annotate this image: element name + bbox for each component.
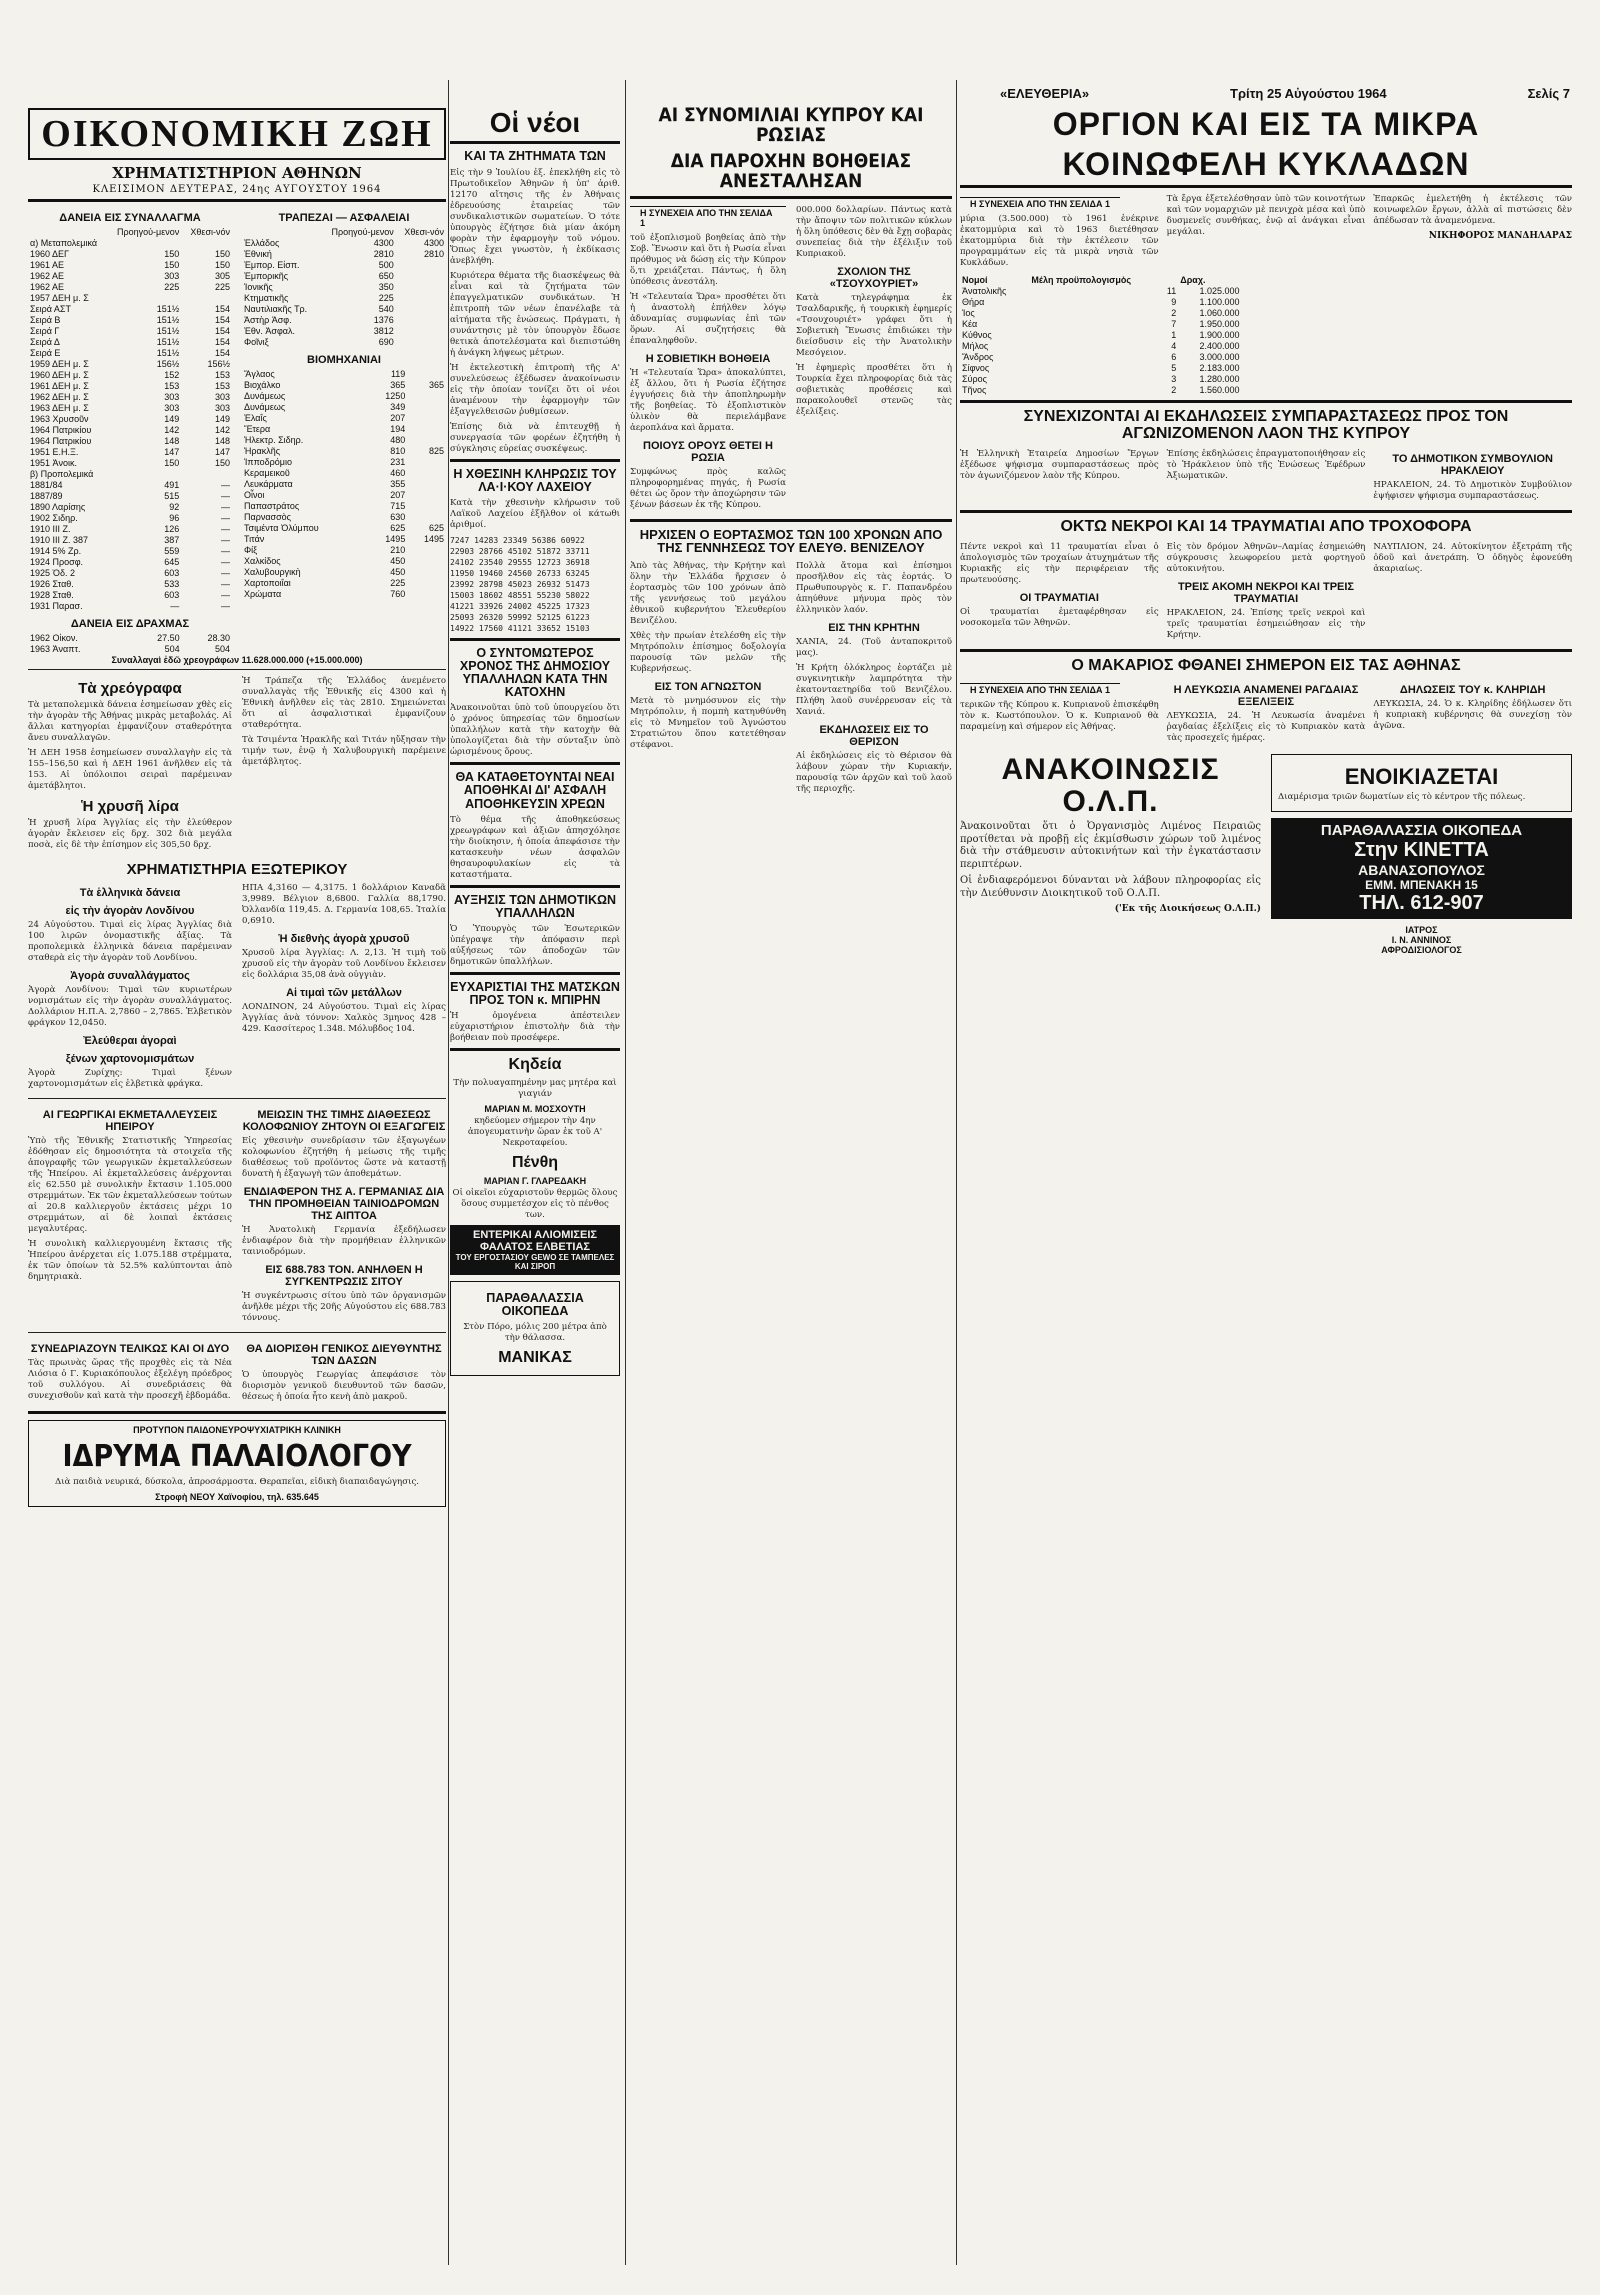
body-text: Τὰ Τσιμέντα Ἠρακλῆς καὶ Τιτάν ηὔξησαν τὴν τιμήν των, ἐνῷ ἡ Χαλυβουργικὴ παρέμεινε ἀμετάβλητος. (242, 735, 446, 767)
body-text: Αἱ ἐκδηλώσεις εἰς τὸ Θέρισον θὰ λάβουν χώραν τὴν Κυριακήν, παρουσίᾳ τῶν ἀρχῶν καὶ τοῦ λαοῦ τῆς περιοχῆς. (796, 751, 952, 795)
plots-ad-name: ΜΑΝΙΚΑΣ (498, 1348, 572, 1366)
cyclades-row: Σύρος 3 1.280.000 (962, 374, 1240, 385)
bank-row: Κτηματικῆς 225 (244, 293, 394, 303)
body-text: Κατὰ τὴν χθεσινὴν κλήρωσιν τοῦ Λαϊκοῦ Λαχείου ἐξῆλθον οἱ κάτωθι ἀριθμοί. (450, 497, 620, 530)
loan-row: 1951 Ε.Η.Ξ. 147 147 (30, 447, 230, 457)
plots-ad-title: ΠΑΡΑΘΑΛΑΣΣΙΑ ΟΙΚΟΠΕΔΑ (486, 1290, 584, 1318)
loan-row: Σειρά Δ 151½ 154 (30, 337, 230, 347)
body-text: Ἐπίσης ἐκδηλώσεις ἐπραγματοποιήθησαν εἰς τὸ Ἡράκλειον ὑπὸ τῆς Ἑνώσεως Ἐφέδρων Ἀξιωματικῶν. (1166, 448, 1366, 481)
crete-dateline: ΧΑΝΙΑ, 24. (Τοῦ ἀνταποκριτοῦ μας). (796, 637, 952, 659)
loan-row: Σειρά Β 151½ 154 (30, 315, 230, 325)
drachma-header: ΔΑΝΕΙΑ ΕΙΣ ΔΡΑΧΜΑΣ (70, 618, 190, 630)
cyclades-row: Ἀνατολικῆς 11 1.025.000 (962, 286, 1240, 297)
industry-row: Ἔτερα 194 (244, 424, 406, 434)
wounded-section: ΟΙ ΤΡΑΥΜΑΤΙΑΙ (1019, 591, 1099, 604)
seaside-sub: ΕΜΜ. ΜΠΕΝΑΚΗ 15 (1365, 878, 1478, 893)
statements-section: ΔΗΛΩΣΕΙΣ ΤΟΥ κ. ΚΛΗΡΙΔΗ (1399, 684, 1546, 697)
youth-subtitle: ΚΑΙ ΤΑ ΖΗΤΗΜΑΤΑ ΤΩΝ (464, 149, 606, 164)
bank-row: Ἐμπορικῆς 650 (244, 271, 394, 281)
body-text: Ἡ Τράπεζα τῆς Ἑλλάδος ἀνεμένετο συναλλαγὰς τῆς Ἐθνικῆς εἰς 4300 καὶ ἡ Ἐθνικὴ ἀνῆλθεν εἰς τὰς 2810. Σημειώνεται ὅτι αἱ ἀσφαλιστικαὶ ἐμφανίζουν σταθερότητα. (242, 676, 446, 730)
loan-row: 1957 ΔΕΗ μ. Σ (30, 293, 89, 303)
cyclades-row: Ἄνδρος 6 3.000.000 (962, 352, 1240, 363)
loan-row: 1964 Πατρικίου 142 142 (30, 425, 230, 435)
body-text: Τὰ ἔργα ἐξετελέσθησαν ὑπὸ τῶν κοινοτήτων καὶ τῶν νομαρχιῶν μὲ πενιχρὰ μέσα καὶ ὑπὸ δυσμενεῖς συνθήκας, ἐνῷ αἱ ἀνάγκαι εἶναι μεγάλαι. (1166, 194, 1366, 238)
olp-sign: ('Εκ τῆς Διοικήσεως Ο.Λ.Π.) (1114, 904, 1261, 915)
accident-title: ΟΚΤΩ ΝΕΚΡΟΙ ΚΑΙ 14 ΤΡΑΥΜΑΤΙΑΙ ΑΠΟ ΤΡΟΧΟΦΟΡΑ (1060, 517, 1472, 535)
drachma-table (28, 633, 232, 655)
industry-row: Χαλυβουργικὴ 450 (244, 567, 406, 577)
terms-section: ΠΟΙΟΥΣ ΟΡΟΥΣ ΘΕΤΕΙ Η ΡΩΣΙΑ (643, 439, 773, 464)
body-text: ΛΕΥΚΩΣΙΑ, 24. Ὁ κ. Κληρίδης ἐδήλωσεν ὅτι ἡ κυπριακὴ κυβέρνησις θὰ συνεχίσῃ τὸν ἀγῶνα. (1373, 699, 1572, 732)
banks-table: Προηγού-μενον Χθεσι-νόν Ἑλλάδος 4300 4300 Ἐθνική 2810 2810 Ἐμπορ. Εἰσπ. 500 Ἐμπορικῆς 650 Ἰονικῆς 350 Κτηματικῆς 225 Ναυτιλιακῆς Τρ. 540 Ἀστὴρ Ἀσφ. 1376 Ἐθν. Ἀσφαλ. 3812 Φοῖνιξ 690 (244, 227, 444, 347)
body-text: Τὰ μεταπολεμικὰ δάνεια ἐσημείωσαν χθὲς εἰς τὴν ἀγορὰν τῆς Ἀθήνας μικρὰς μεταβολάς. Αἱ ἄλλαι κατηγορίαι ἐμφανίζουν σταθερότητα ἄνευ συναλλαγῶν. (28, 700, 232, 743)
teachers-title: ΑΥΞΗΣΙΣ ΤΩΝ ΔΗΜΟΤΙΚΩΝ ΥΠΑΛΛΗΛΩΝ (453, 892, 617, 920)
body-text: Διὰ παιδιὰ νευρικά, δύσκολα, ἀπροσάρμοστα. Θεραπεῖαι, εἰδικὴ διαπαιδαγώγησις. (55, 1476, 419, 1487)
industry-row: Τιτάν 1495 1495 (244, 534, 444, 544)
cyprus-support-title: ΣΥΝΕΧΙΖΟΝΤΑΙ ΑΙ ΕΚΔΗΛΩΣΕΙΣ ΣΥΜΠΑΡΑΣΤΑΣΕΩΣ ΠΡΟΣ ΤΟΝ ΑΓΩΝΙΖΟΜΕΝΟΝ ΛΑΟΝ ΤΗΣ ΚΥΠΡΟΥ (1023, 408, 1509, 442)
industry-row: Ἄγλαος 119 (244, 369, 406, 379)
loan-row: 1881/84 491 — (30, 480, 230, 490)
gold-title: Ἡ χρυσῆ λίρα (81, 798, 179, 815)
thanks-title: ΕΥΧΑΡΙΣΤΙΑΙ ΤΗΣ ΜΑΤΣΚΩΝ ΠΡΟΣ ΤΟΝ κ. ΜΠΙΡΗΝ (450, 979, 620, 1008)
body-text: τοῦ ἐξοπλισμοῦ βοηθείας ἀπὸ τὴν Σοβ. Ἕνωσιν καὶ ὅτι ἡ Ρωσία εἶναι πρόθυμος νὰ δώσῃ εἰς τὴν Κύπρον ὅ,τι χρειάζεται. Πάντως, ἡ ὅλη ὑπόθεσις ἀνεστάλη. (630, 232, 786, 287)
occupation-title: Ο ΣΥΝΤΟΜΩΤΕΡΟΣ ΧΡΟΝΟΣ ΤΗΣ ΔΗΜΟΣΙΟΥ ΥΠΑΛΛΗΛΩΝ ΚΑΤΑ ΤΗΝ ΚΑΤΟΧΗΝ (459, 645, 611, 700)
body-text: ΗΡΑΚΛΕΙΟΝ, 24. Ἐπίσης τρεῖς νεκροὶ καὶ τρεῖς τραυματίαι ἐσημειώθησαν εἰς τὴν Κρήτην. (1166, 607, 1366, 640)
loan-row: 1962 ΑΕ 225 225 (30, 282, 230, 292)
body-text: Εἰς τὴν 9 Ἰουλίου ἐξ. ἐπεκλήθη εἰς τὸ Πρωτοδικεῖον Ἀθηνῶν ἡ ὑπ' ἀριθ. 12170 αἴτησις τῆς ἐν Ἀθήναις ἑδρευούσης ἑταιρείας τῶν συνδικαλιστικῶν σωματείων. Ὁ τότε ὑπουργὸς ἐζήτησε διὰ μίαν ἀκόμη φορὰν τὴν ἐφαρμογὴν τοῦ νόμου. Ὅπως ἔχει γνωστὸν, ἡ ἐκδίκασις ἀνεβλήθη. (450, 167, 620, 266)
loan-row: 1890 Λαρίσης 92 — (30, 502, 230, 512)
loan-row: 1914 5% Ζρ. 559 — (30, 546, 230, 556)
cyclades-row: Ἰος 2 1.060.000 (962, 308, 1240, 319)
loan-row: 1924 Προσφ. 645 — (30, 557, 230, 567)
page-number: Σελίς 7 (1527, 86, 1570, 101)
unknown-section: ΕΙΣ ΤΟΝ ΑΓΝΩΣΤΟΝ (654, 681, 762, 694)
exchange-date: ΚΛΕΙΣΙΜΟΝ ΔΕΥΤΕΡΑΣ, 24ης ΑΥΓΟΥΣΤΟΥ 1964 (92, 184, 382, 195)
body-text: Ἀνακοινοῦται ὑπὸ τοῦ ὑπουργείου ὅτι ὁ χρόνος ὑπηρεσίας τῶν δημοσίων ὑπαλλήλων κατὰ τὴν κατοχὴν θὰ ὑπολογίζεται διὰ τὴν σύνταξιν ὑπὸ ὡρισμένους ὅρους. (450, 703, 620, 758)
loan-row: 1963 Ἀναπτ. 504 504 (30, 644, 230, 654)
bank-row: Ἀστὴρ Ἀσφ. 1376 (244, 315, 394, 325)
venizelos-title: ΗΡΧΙΣΕΝ Ο ΕΟΡΤΑΣΜΟΣ ΤΩΝ 100 ΧΡΟΝΩΝ ΑΠΟ ΤΗΣ ΓΕΝΝΗΣΕΩΣ ΤΟΥ ΕΛΕΥΘ. ΒΕΝΙΖΕΛΟΥ (639, 526, 943, 556)
body-text: Ἡ Ἀνατολικὴ Γερμανία ἐξεδήλωσεν ἐνδιαφέρον διὰ τὴν προμήθειαν ἑλληνικῶν ταινιοδρόμων. (242, 1225, 446, 1257)
economic-masthead: ΟΙΚΟΝΟΜΙΚΗ ΖΩΗ (28, 108, 446, 160)
body-text: Πολλὰ ἄτομα καὶ ἐπίσημοι προσῆλθον εἰς τὰς ἑορτάς. Ὁ Πρωθυπουργὸς κ. Γ. Παπανδρέου ἀπηύθυνε μήνυμα πρὸς τὸν ἑλληνικὸν λαόν. (796, 561, 952, 616)
bonds-title: Τὰ χρεόγραφα (78, 680, 182, 697)
school-section: ΤΟ ΔΗΜΟΤΙΚΟΝ ΣΥΜΒΟΥΛΙΟΝ ΗΡΑΚΛΕΙΟΥ (1392, 452, 1553, 477)
body-text: μύρια (3.500.000) τὸ 1961 ἐνέκρινε ἐκατομμύρια καὶ τὸ 1963 διετέθησαν ἐκατομμύρια διὰ τὴν ἐκτέλεσιν τῶν προγραμμάτων εἰς τὰ μικρὰ νησιὰ τῶν Κυκλάδων. (960, 214, 1159, 269)
loan-row: 1960 ΔΕΗ μ. Σ 152 153 (30, 370, 230, 380)
body-text: Τὰς πρωινὰς ὥρας τῆς προχθὲς εἰς τὰ Νέα Λιόσια ὁ Γ. Κυριακόπουλος ἐξελέγη πρόεδρος τοῦ συλλόγου. Αἱ συνεδριάσεις θὰ συνεχισθοῦν καὶ κατὰ τὴν προσεχῆ ἑβδομάδα. (28, 1358, 232, 1401)
body-text: Μετὰ τὸ μνημόσυνον εἰς τὴν Μητρόπολιν, ἡ πομπὴ κατηυθύνθη εἰς τὸ Μνημεῖον τοῦ Ἀγνώστου Στρατιώτου ὅπου κατετέθησαν στέφανοι. (630, 696, 786, 751)
industry-row: Δυνάμεως 349 (244, 402, 406, 412)
cyclades-row: Κέα 7 1.950.000 (962, 319, 1240, 330)
clinic-ad (28, 1420, 446, 1507)
body-text: Ἡ χρυσῆ λίρα Ἀγγλίας εἰς τὴν ἐλεύθερον ἀγορὰν ἔκλεισεν εἰς δρχ. 302 διὰ μεγάλα ποσὰ, εἰς δὲ τὴν ἐπίσημον εἰς 305,50 δρχ. (28, 818, 232, 850)
crete-section: ΕΙΣ ΤΗΝ ΚΡΗΤΗΝ (828, 622, 920, 635)
industry-row: Τσιμέντα Ὀλύμπου 625 625 (244, 523, 444, 533)
grain-title: ΕΙΣ 688.783 ΤΟΝ. ΑΝΗΛΘΕΝ Η ΣΥΓΚΕΝΤΡΩΣΙΣ ΣΙΤΟΥ (265, 1264, 423, 1288)
agri-title: ΑΙ ΓΕΩΡΓΙΚΑΙ ΕΚΜΕΤΑΛΛΕΥΣΕΙΣ ΗΠΕΙΡΟΥ (42, 1109, 218, 1133)
body-text: Ἡ «Τελευταία Ὥρα» ἀποκαλύπτει, ἐξ ἄλλου, ὅτι ἡ Ρωσία ἐζήτησε ἐγγυήσεις διὰ τὴν ἀποπληρωμὴν τῆς βοηθείας. Τὸ ἐξοπλιστικὸν ὑλικὸν θὰ περιελάμβανε ἀεροπλάνα καὶ ἄρματα. (630, 367, 786, 433)
body-text: Ἀγορὰ Λονδίνου: Τιμαὶ τῶν κυριωτέρων νομισμάτων εἰς τὴν ἀγορὰν συναλλάγματος. Δολλάριον Η.Π.Α. 2,7860 – 2,7865. Ἑλβετικὸν φράγκον 12,0450. (28, 985, 232, 1028)
body-text: Κυριότερα θέματα τῆς διασκέψεως θὰ εἶναι καὶ τὰ ζητήματα τῶν ἐπαγγελματικῶν συνδικάτων. Ἡ ἐπιτροπὴ τῶν νέων ἐπανέλαβε τὰ αἰτήματα τῆς ἑνώσεως. Πράγματι, ἡ συνάντησις μὲ τὸν ὑπουργὸν ἔδωσε θετικὰ ἀποτελέσματα καὶ διεπιστώθη ἡ ἀνάγκη λήψεως μέτρων. (450, 270, 620, 358)
body-text: Κατὰ τηλεγράφημα ἐκ Τσαλδαρικῆς, ἡ τουρκικὴ ἐφημερίς «Τσουχουριέτ» γράφει ὅτι ἡ Σοβιετικὴ Ἕνωσις ἐπιδιώκει τὴν διείσδυσιν εἰς τὴν Ἀνατολικὴν Μεσόγειον. (796, 292, 952, 358)
continued-note: Η ΣΥΝΕΧΕΙΑ ΑΠΟ ΤΗΝ ΣΕΛΙΔΑ 1 (630, 206, 786, 228)
soviet-section: Η ΣΟΒΙΕΤΙΚΗ ΒΟΗΘΕΙΑ (645, 352, 771, 365)
body-text: Πέντε νεκροὶ καὶ 11 τραυματίαι εἶναι ὁ ἀπολογισμὸς τῶν τροχαίων ἀτυχημάτων τῆς Κυριακῆς εἰς τὴν περιφέρειαν τῆς πρωτευούσης. (960, 541, 1159, 585)
germany-title: ΕΝΔΙΑΦΕΡΟΝ ΤΗΣ Α. ΓΕΡΜΑΝΙΑΣ ΔΙΑ ΤΗΝ ΠΡΟΜΗΘΕΙΑΝ ΤΑΙΝΙΟΔΡΟΜΩΝ ΤΗΣ ΑΙΠΤΟΑ (243, 1186, 445, 1222)
lottery-title: Η ΧΘΕΣΙΝΗ ΚΛΗΡΩΣΙΣ ΤΟΥ ΛΑ·Ι·ΚΟΥ ΛΑΧΕΙΟΥ (453, 466, 617, 494)
loan-row: 1961 ΑΕ 150 150 (30, 260, 230, 270)
cyclades-row: Τῆνος 2 1.560.000 (962, 385, 1240, 396)
doctor-name: Ι. Ν. ΑΝΝΙΝΟΣ (1391, 935, 1452, 946)
column-rule (625, 80, 626, 2265)
body-text: ΝΑΥΠΛΙΟΝ, 24. Αὐτοκίνητον ἐξετράπη τῆς ὁδοῦ καὶ ἀνετράπη. Ὁ ὁδηγὸς ἐφονεύθη ἀκαριαίως. (1373, 541, 1572, 574)
body-text: Χρυσοῦ λίρα Ἀγγλίας: Λ. 2,13. Ἡ τιμὴ τοῦ χρυσοῦ εἰς τὴν ἀγορὰν τοῦ Λονδίνου ἔκλεισεν εἰς δολλάρια 35,08 ἀνὰ οὐγγιὰν. (242, 948, 446, 980)
cyclades-column (960, 80, 1572, 2265)
industry-row: Χρώματα 760 (244, 589, 406, 599)
loan-row: 1928 Σταθ. 603 — (30, 590, 230, 600)
bank-row: Ἑλλάδος 4300 4300 (244, 238, 444, 248)
bank-row: Ἰονικῆς 350 (244, 282, 394, 292)
loan-row: 1931 Παρασ. — — (30, 601, 230, 611)
cyclades-headline: ΟΡΓΙΟΝ ΚΑΙ ΕΙΣ ΤΑ ΜΙΚΡΑ (1052, 106, 1480, 142)
bank-row: Ναυτιλιακῆς Τρ. 540 (244, 304, 394, 314)
plots-ad (450, 1281, 620, 1376)
seaside-name: ΑΒΑΝΑΣΟΠΟΥΛΟΣ (1358, 862, 1485, 879)
body-text: Ἡ συγκέντρωσις σίτου ὑπὸ τῶν ὀργανισμῶν ἀνῆλθε μέχρι τῆς 20ῆς Αὐγούστου εἰς 688.783 τόννους. (242, 1291, 446, 1323)
loans-header: ΔΑΝΕΙΑ ΕΙΣ ΣΥΝΑΛΛΑΓΜΑ (59, 212, 201, 224)
body-text: Στὸν Πόρο, μόλις 200 μέτρα ἀπὸ τὴν θάλασσα. (463, 1321, 607, 1343)
loan-row: 1959 ΔΕΗ μ. Σ 156½ 156½ (30, 359, 230, 369)
industry-row: Ἰπποδρόμιο 231 (244, 457, 406, 467)
industry-row: Βιοχάλκο 365 365 (244, 380, 444, 390)
metals-title: Αἱ τιμαὶ τῶν μετάλλων (286, 987, 402, 999)
body-text: Οἱ ἐνδιαφερόμενοι δύνανται νὰ λάβουν πληροφορίας εἰς τὴν Διεύθυνσιν Διοικητικοῦ τοῦ Ο.Λ.Π. (960, 875, 1261, 899)
bank-row: Ἐμπορ. Εἰσπ. 500 (244, 260, 394, 270)
body-text: ΗΡΑΚΛΕΙΟΝ, 24. Τὸ Δημοτικὸν Συμβούλιον ἐψήφισεν ψήφισμα συμπαραστάσεως. (1373, 479, 1572, 501)
body-text: Ἡ «Τελευταία Ὥρα» προσθέτει ὅτι ἡ ἀναστολὴ ἐπήλθεν λόγῳ ἀδυναμίας συμφωνίας ἐπὶ τῶν ὅρων. Αἱ συζητήσεις θὰ ἐπαναληφθοῦν. (630, 291, 786, 346)
cyprus-russia-headline: ΑΙ ΣΥΝΟΜΙΛΙΑΙ ΚΥΠΡΟΥ ΚΑΙ ΡΩΣΙΑΣ (658, 104, 924, 146)
body-text: Ὁ Ὑπουργὸς τῶν Ἐσωτερικῶν ὑπέγραψε τὴν ἀπόφασιν περὶ αὐξήσεως τῶν ἀποδοχῶν τῶν δημοτικῶν ὑπαλλήλων. (450, 923, 620, 967)
column-rule (956, 80, 957, 2265)
loan-row: 1910 ΙΙΙ Ζ. 126 — (30, 524, 230, 534)
issue-date: Τρίτη 25 Αὐγούστου 1964 (1230, 86, 1387, 101)
body-text: ΛΕΥΚΩΣΙΑ, 24. Ἡ Λευκωσία ἀναμένει ῥαγδαίας ἐξελίξεις εἰς τὸ Κυπριακὸν κατὰ τὰς προσεχεῖς ἡμέρας. (1166, 711, 1366, 744)
paper-name: «ΕΛΕΥΘΕΡΙΑ» (1000, 86, 1090, 101)
industry-row: Κεραμεικοῦ 460 (244, 468, 406, 478)
body-text: κηδεύομεν σήμερον τὴν 4ην ἀπογευματινὴν ὥραν ἐκ τοῦ Α' Νεκροταφείου. (467, 1115, 603, 1148)
body-text: Οἱ τραυματίαι ἐμεταφέρθησαν εἰς νοσοκομεῖα τῶν Ἀθηνῶν. (960, 606, 1159, 628)
bank-row: Φοῖνιξ 690 (244, 337, 394, 347)
loan-row: 1951 Ἀνοικ. 150 150 (30, 458, 230, 468)
body-text: τερικῶν τῆς Κύπρου κ. Κυπριανοῦ ἐπισκέφθη τὸν κ. Κωστόπουλον. Ὁ κ. Κυπριανοῦ θὰ παραμείνῃ καὶ σήμερον εἰς Ἀθήνας. (960, 700, 1159, 733)
cyclades-row: Κύθνος 1 1.900.000 (962, 330, 1240, 341)
loan-row: Σειρά ΑΣΤ 151½ 154 (30, 304, 230, 314)
body-text: Εἰς τὸν δρόμον Ἀθηνῶν–Λαμίας ἐσημειώθη σύγκρουσις λεωφορείου μετὰ φορτηγοῦ αὐτοκινήτου. (1166, 541, 1366, 574)
loan-row: 1962 Οἰκον. 27.50 28.30 (30, 633, 230, 643)
loans-table: Προηγού-μενον Χθεσι-νόν α) Μεταπολεμικά 1960 ΔΕΓ 150 150 1961 ΑΕ 150 150 1962 ΑΕ 303 305 1962 ΑΕ 225 225 1957 ΔΕΗ μ. Σ Σειρά ΑΣΤ 151½ 154 Σειρά Β 151½ 154 Σειρά Γ 151½ 154 Σειρά Δ 151½ 154 Σειρά Ε 151½ 154 1959 ΔΕΗ μ. Σ 156½ 156½ 1960 ΔΕΗ μ. Σ 152 153 1961 ΔΕΗ μ. Σ 153 153 1962 ΔΕΗ μ. Σ 303 303 1963 ΔΕΗ μ. Σ 303 303 1963 Χρυσοῦν 149 149 1964 Πατρικίου 142 142 1964 Πατρικίου 148 148 1951 Ε.Η.Ξ. 147 147 1951 Ἀνοικ. 150 150 β) Προπολεμικά 1881/84 491 — 1887/89 515 — 1890 Λαρίσης 92 — 1902 Σιδηρ. 96 — 1910 ΙΙΙ Ζ. 126 — 1910 ΙΙΙ Ζ. 387 387 — 1914 5% Ζρ. 559 — 1924 Προσφ. 645 — 1925 Ὁδ. 2 603 — 1926 Σταθ. 533 — 1928 Σταθ. 603 — 1931 Παρασ. — — (30, 227, 230, 611)
body-text: Οἱ οἰκεῖοι εὐχαριστοῦν θερμῶς ὅλους ὅσους συμμετέσχον εἰς τὸ πένθος των. (452, 1187, 618, 1220)
loan-row: 1962 ΔΕΗ μ. Σ 303 303 (30, 392, 230, 402)
cyclades-row: Θήρα 9 1.100.000 (962, 297, 1240, 308)
doctor-title: ΙΑΤΡΟΣ (1405, 925, 1438, 936)
body-text: Τὸ θέμα τῆς ἀποθηκεύσεως χρεωγράφων καὶ ἀξιῶν ἀπησχόλησε τὴν διοίκησιν, ἡ ὁποία ἀπεφάσισε τὴν κατασκευὴν νέων ἀσφαλῶν θησαυροφυλακίων εἰς τὰ καταστήματα. (450, 814, 620, 880)
bank-row: Ἐθνική 2810 2810 (244, 249, 444, 259)
gewo-ad-sub: ΤΟΥ ΕΡΓΟΣΤΑΣΙΟΥ GEWO ΣΕ ΤΑΜΠΕΛΕΣ ΚΑΙ ΣΙΡΟΠ (455, 1252, 615, 1271)
cotton-title: ΜΕΙΩΣΙΝ ΤΗΣ ΤΙΜΗΣ ΔΙΑΘΕΣΕΩΣ ΚΟΛΟΦΩΝΙΟΥ ΖΗΤΟΥΝ ΟΙ ΕΞΑΓΩΓΕΙΣ (242, 1109, 446, 1133)
body-text: Ὁ ὑπουργὸς Γεωργίας ἀπεφάσισε τὸν διορισμὸν γενικοῦ διευθυντοῦ τῶν δασῶν, θέσεως ἡ ὁποία ἦτο κενὴ ἀπὸ μακροῦ. (242, 1370, 446, 1402)
loan-row: Σειρά Ε 151½ 154 (30, 348, 230, 358)
body-text: Εἰς χθεσινὴν συνεδρίασιν τῶν ἐξαγωγέων κολοφωνίου ἐζητήθη ἡ μείωσις τῆς τιμῆς διαθέσεως τοῦ προϊόντος ὥστε νὰ καταστῇ δυνατὴ ἡ ἐξαγωγὴ τῶν ἀποθεμάτων. (242, 1136, 446, 1179)
deposition-section: ΕΚΔΗΛΩΣΕΙΣ ΕΙΣ ΤΟ ΘΕΡΙΣΟΝ (819, 724, 929, 749)
cyclades-row: Σίφνος 5 2.183.000 (962, 363, 1240, 374)
body-text: Ἡ Κρήτη ὁλόκληρος ἑορτάζει μὲ συγκινητικὴν λαμπρότητα τὴν ἐκατονταετηρίδα τοῦ Βενιζέλου. Πλήθη λαοῦ συνέρρευσαν εἰς τὰ Χανιά. (796, 663, 952, 718)
industry-row: Λευκάρματα 355 (244, 479, 406, 489)
loan-row: 1910 ΙΙΙ Ζ. 387 387 — (30, 535, 230, 545)
body-text: 24 Αὐγούστου. Τιμαὶ εἰς λίρας Ἀγγλίας διὰ 100 λιρῶν ὀνομαστικῆς ἀξίας. Τὰ προπολεμικὰ ἑλληνικὰ δάνεια παρέμειναν σταθερὰ εἰς τὴν ἀγορὰν τοῦ Λονδίνου. (28, 920, 232, 963)
youth-title: Οἱ νέοι (489, 107, 581, 138)
cyclades-subheadline: ΚΟΙΝΩΦΕΛΗ ΚΥΚΛΑΔΩΝ (1062, 145, 1470, 182)
makarios-title: Ο ΜΑΚΑΡΙΟΣ ΦΘΑΝΕΙ ΣΗΜΕΡΟΝ ΕΙΣ ΤΑΣ ΑΘΗΝΑΣ (1071, 656, 1461, 674)
doctor-ad (1271, 925, 1572, 955)
banks-header: ΤΡΑΠΕΖΑΙ — ΑΣΦΑΛΕΙΑΙ (278, 212, 410, 224)
foreign-markets: Ἐλεύθεραι ἀγοραὶ (83, 1035, 177, 1047)
industry-row: Δυνάμεως 1250 (244, 391, 406, 401)
industry-row: Χαλκίδος 450 (244, 556, 406, 566)
industry-row: Παρνασσὸς 630 (244, 512, 406, 522)
industry-row: Ἐλαΐς 207 (244, 413, 406, 423)
meeting-title: ΣΥΝΕΔΡΙΑΖΟΥΝ ΤΕΛΙΚΩΣ ΚΑΙ ΟΙ ΔΥΟ (30, 1343, 230, 1355)
industry-row: Ἠρακλῆς 810 825 (244, 446, 444, 456)
cyclades-table: Νομοί Μέλη προϋπολογισμὸς Δραχ. Ἀνατολικῆς 11 1.025.000 Θήρα 9 1.100.000 Ἰος 2 1.060.000 Κέα 7 1.950.000 Κύθνος 1 1.900.000 Μήλος 4 2.400.000 Ἄνδρος 6 3.000.000 Σίφνος 5 2.183.000 Σύρος 3 1.280.000 Τῆνος 2 1.560.000 (962, 275, 1240, 396)
olp-title: ΑΝΑΚΟΙΝΩΣΙΣ Ο.Λ.Π. (1001, 753, 1220, 818)
gewo-ad-title: ΕΝΤΕΡΙΚΑΙ ΑΛΙΟΜΙΣΕΙΣ ΦΑΛΑΤΟΣ ΕΛΒΕΤΙΑΣ (472, 1228, 598, 1253)
rent-title: ΕΝΟΙΚΙΑΖΕΤΑΙ (1344, 764, 1499, 790)
loan-row: 1926 Σταθ. 533 — (30, 579, 230, 589)
economic-column (28, 80, 446, 2265)
body-text: Ἐπίσης διὰ νὰ ἐπιτευχθῇ ἡ συνεργασία τῶν φορέων ἐζητήθη ἡ σύγκλησις εὐρείας συσκέψεως. (450, 421, 620, 454)
body-text: Ἡ συνολικὴ καλλιεργουμένη ἔκτασις τῆς Ἠπείρου ἀνέρχεται εἰς 1.075.188 στρέμματα, ἐκ τῶν ὁποίων τὰ 52.5% καλύπτονται ἀπὸ δημητριακὰ. (28, 1239, 232, 1282)
deposits-title: ΘΑ ΚΑΤΑΘΕΤΟΥΝΤΑΙ ΝΕΑΙ ΑΠΟΘΗΚΑΙ ΔΙ' ΑΣΦΑΛΗ ΑΠΟΘΗΚΕΥΣΙΝ ΧΡΕΩΝ (455, 770, 615, 811)
makarios-sub: Η ΛΕΥΚΩΣΙΑ ΑΝΑΜΕΝΕΙ ΡΑΓΔΑΙΑΣ ΕΞΕΛΙΞΕΙΣ (1173, 684, 1359, 709)
seaside-place: Στην ΚΙΝΕΤΤΑ (1354, 839, 1489, 862)
clinic-kick: ΠΡΟΤΥΠΟΝ ΠΑΙΔΟΝΕΥΡΟΨΥΧΙΑΤΡΙΚΗ ΚΛΙΝΙΚΗ (133, 1425, 341, 1435)
loan-row: 1925 Ὁδ. 2 603 — (30, 568, 230, 578)
gold-market-title: Ἡ διεθνὴς ἀγορὰ χρυσοῦ (278, 933, 410, 945)
body-text: Ἡ ὁμογένεια ἀπέστειλεν εὐχαριστήριον ἐπιστολὴν διὰ τὴν βοήθειαν ποὺ προσέφερε. (450, 1011, 620, 1044)
body-text: 000.000 δολλαρίων. Πάντως κατὰ τὴν ἄποψιν τῶν πολιτικῶν κύκλων ἡ ὅλη ὑπόθεσις δὲν θὰ ἔχῃ σοβαρὰς συνεπείας διὰ τὴν ἐξέλιξιν τοῦ Κυπριακοῦ. (796, 204, 952, 259)
loan-row: 1964 Πατρικίου 148 148 (30, 436, 230, 446)
body-text: ΛΟΝΔΙΝΟΝ, 24 Αὐγούστου. Τιμαὶ εἰς λίρας Ἀγγλίας ἀνὰ τόννον: Χαλκὸς 3μηνος 428 – 429. Κασσίτερος 1.348. Μόλυβδος 104. (242, 1002, 446, 1034)
funeral-title: Κηδεία (508, 1056, 562, 1074)
loan-row: 1963 Χρυσοῦν 149 149 (30, 414, 230, 424)
continued-note: Η ΣΥΝΕΧΕΙΑ ΑΠΟ ΤΗΝ ΣΕΛΙΔΑ 1 (960, 683, 1120, 695)
body-text: Ἀγορὰ Ζυρίχης: Τιμαὶ ξένων χαρτονομισμάτων εἰς ἑλβετικὰ φράγκα. (28, 1068, 232, 1089)
seaside-title: ΠΑΡΑΘΑΛΑΣΣΙΑ ΟΙΚΟΠΕΔΑ (1320, 822, 1523, 840)
london-title: εἰς τὴν ἀγορὰν Λονδίνου (65, 905, 195, 917)
continued-note: Η ΣΥΝΕΧΕΙΑ ΑΠΟ ΤΗΝ ΣΕΛΙΔΑ 1 (960, 197, 1120, 209)
fx-title: Ἀγορὰ συναλλάγματος (70, 970, 190, 982)
director-title: ΘΑ ΔΙΟΡΙΣΘΗ ΓΕΝΙΚΟΣ ΔΙΕΥΘΥΝΤΗΣ ΤΩΝ ΔΑΣΩΝ (246, 1343, 442, 1367)
loan-row: 1961 ΔΕΗ μ. Σ 153 153 (30, 381, 230, 391)
seaside-ad (1271, 818, 1572, 919)
loan-row: 1962 ΑΕ 303 305 (30, 271, 230, 281)
body-text: Τὴν πολυαγαπημένην μας μητέρα καὶ γιαγιάν (453, 1077, 617, 1099)
mourning-name: ΜΑΡΙΑΝ Γ. ΓΛΑΡΕΔΑΚΗ (483, 1175, 587, 1186)
loan-row: Σειρά Γ 151½ 154 (30, 326, 230, 336)
body-text: Διαμέρισμα τριῶν δωματίων εἰς τὸ κέντρον τῆς πόλεως. (1278, 792, 1526, 803)
seaside-tel: ΤΗΛ. 612-907 (1359, 892, 1484, 915)
loan-row: 1963 ΔΕΗ μ. Σ 303 303 (30, 403, 230, 413)
foreign-title: ΧΡΗΜΑΤΙΣΤΗΡΙΑ ΕΞΩΤΕΡΙΚΟΥ (126, 861, 348, 878)
article-signature: ΝΙΚΗΦΟΡΟΣ ΜΑΝΔΗΛΑΡΑΣ (1428, 231, 1572, 242)
cyclades-row: Μήλος 4 2.400.000 (962, 341, 1240, 352)
body-text: Ἡ Ἑλληνικὴ Ἑταιρεία Δημοσίων Ἔργων ἐξέδωσε ψήφισμα συμπαραστάσεως πρὸς τὸν ἀγωνιζόμενον λαὸν τῆς Κύπρου. (960, 448, 1159, 481)
gewo-ad (450, 1225, 620, 1275)
turnover-line: Συναλλαγαὶ ἐδῶ χρεογράφων 11.628.000.000 (+15.000.000) (111, 655, 363, 665)
industry-row: Παπαστράτος 715 (244, 501, 406, 511)
exchange-title: ΧΡΗΜΑΤΙΣΤΗΡΙΟΝ ΑΘΗΝΩΝ (112, 164, 362, 182)
loan-row: 1887/89 515 — (30, 491, 230, 501)
clinic-title: ΙΔΡΥΜΑ ΠΑΛΑΙΟΛΟΓΟΥ (62, 1439, 412, 1474)
body-text: Ἐπαρκῶς ἐμελετήθη ἡ ἐκτέλεσις τῶν κοινωφελῶν ἔργων, ἀλλὰ αἱ πιστώσεις δὲν ἀπέδωσαν τὰ ἀναμενόμενα. (1373, 194, 1572, 227)
greek-loans-title: Τὰ ἑλληνικὰ δάνεια (79, 887, 181, 899)
industry-table (242, 369, 446, 600)
quotes-block (28, 206, 446, 655)
body-text: Ἀνακοινοῦται ὅτι ὁ Ὀργανισμὸς Λιμένος Πειραιῶς προτίθεται νὰ προβῇ εἰς ἐκμίσθωσιν χώρων τοῦ λιμένος διὰ τὴν στάθμευσιν αὐτοκινήτων καὶ τὴν ἐγκατάστασιν περιπτέρων. (960, 821, 1261, 870)
youth-column (450, 80, 620, 2265)
funeral-name: ΜΑΡΙΑΝ Μ. ΜΟΣΧΟΥΤΗ (484, 1103, 586, 1114)
three-dead-section: ΤΡΕΙΣ ΑΚΟΜΗ ΝΕΚΡΟΙ ΚΑΙ ΤΡΕΙΣ ΤΡΑΥΜΑΤΙΑΙ (1177, 580, 1355, 605)
body-text: Ἡ ΔΕΗ 1958 ἐσημείωσεν συναλλαγὴν εἰς τὰ 155–156,50 καὶ ἡ ΔΕΗ 1961 ἀνῆλθεν εἰς τὰ 153. Αἱ ὑπόλοιποι σειραὶ παρέμειναν ἀμετάβλητοι. (28, 748, 232, 791)
loan-row: 1960 ΔΕΓ 150 150 (30, 249, 230, 259)
industry-row: Φίξ 210 (244, 545, 406, 555)
mourning-title: Πένθη (511, 1153, 559, 1171)
column-rule (448, 80, 449, 2265)
foreign-securities: ξένων χαρτονομισμάτων (65, 1053, 195, 1065)
industry-row: Ἠλεκτρ. Σιδηρ. 480 (244, 435, 406, 445)
loan-row: 1902 Σιδηρ. 96 — (30, 513, 230, 523)
body-text: Ἡ ἐφημερὶς προσθέτει ὅτι ἡ Τουρκία ἔχει πληροφορίας διὰ τὰς σοβιετικὰς προθέσεις καὶ παρακολουθεῖ στενῶς τὰς ἐξελίξεις. (796, 362, 952, 417)
industry-row: Χαρτοποιΐαι 225 (244, 578, 406, 588)
body-text: Ἡ ἐκτελεστικὴ ἐπιτροπὴ τῆς Α' συνελεύσεως ἐξέδωσεν ἀνακοίνωσιν εἰς τὴν ὁποίαν τονίζει ὅτι οἱ νέοι ἀναμένουν τὴν ἐφαρμογὴν τῶν ἐξαγγελθεισῶν ῥυθμίσεων. (450, 362, 620, 417)
body-text: ΗΠΑ 4,3160 — 4,3175. 1 δολλάριον Καναδᾶ 3,9989. Βέλγιον 8,6800. Γαλλία 88,1790. Ὀλλανδία 119,45. Δ. Γερμανία 108,65. Ἰταλία 0,6910. (242, 883, 446, 926)
bank-row: Ἐθν. Ἀσφαλ. 3812 (244, 326, 394, 336)
cyprus-russia-subheadline: ΔΙΑ ΠΑΡΟΧΗΝ ΒΟΗΘΕΙΑΣ ΑΝΕΣΤΑΛΗΣΑΝ (670, 149, 912, 192)
body-text: Συμφώνως πρὸς καλῶς πληροφορημένας πηγάς, ἡ Ρωσία θέτει ὡς ὅρον τὴν ἀποχώρησιν τῶν ξένων βάσεων ἐκ τῆς Κύπρου. (630, 466, 786, 510)
body-text: Χθὲς τὴν πρωίαν ἐτελέσθη εἰς τὴν Μητρόπολιν ἐπίσημος δοξολογία παρουσίᾳ τῶν μελῶν τῆς Κυβερνήσεως. (630, 631, 786, 675)
lottery-numbers: 7247 14283 23349 56386 60922 22903 28766 45102 51872 33711 24102 23540 29555 12723 36918 11950 19460 24560 26733 63245 23992 28798 45023 26932 51473 15003 18602 48551 55230 58022 41221 33926 24002 45225 17323 25093 26320 59992 52125 61223 14922 17560 41121 33652 15103 (450, 535, 590, 633)
body-text: Ἀπὸ τὰς Ἀθήνας, τὴν Κρήτην καὶ ὅλην τὴν Ἑλλάδα ἤρχισεν ὁ ἑορτασμὸς τῶν 100 χρόνων ἀπὸ τῆς γεννήσεως τοῦ μεγάλου ἐθνικοῦ κυβερνήτου Ἐλευθερίου Βενιζέλου. (630, 561, 786, 627)
cyprus-russia-column (630, 80, 952, 2265)
body-text: Ὑπὸ τῆς Ἐθνικῆς Στατιστικῆς Ὑπηρεσίας ἐδόθησαν εἰς δημοσιότητα τὰ στοιχεῖα τῆς ἀπογραφῆς τῶν γεωργικῶν ἐκμεταλλεύσεων τῆς Ἠπείρου. Αἱ ἐκμεταλλεύσεις ἀνέρχονται εἰς 62.550 μὲ συνολικὴν ἔκτασιν 1.105.000 στρεμμάτων. Ἐκ τῶν ἐκμεταλλεύσεων τούτων αἱ 20.8 καλλιεργοῦν ἐκτάσεις μέχρι 10 στρεμμάτων, αἱ δὲ λοιπαὶ ἐκτάσεις μεγαλυτέρας. (28, 1136, 232, 1234)
clinic-note: Στροφὴ ΝΕΟΥ Χαϊνοφίου, τηλ. 635.645 (155, 1491, 319, 1502)
comment-section: ΣΧΟΛΙΟΝ ΤΗΣ «ΤΣΟΥΧΟΥΡΙΕΤ» (829, 265, 919, 290)
industry-header: ΒΙΟΜΗΧΑΝΙΑΙ (307, 354, 381, 366)
doctor-spec: ΑΦΡΟΔΙΣΙΟΛΟΓΟΣ (1381, 945, 1462, 956)
industry-row: Οἶνοι 207 (244, 490, 406, 500)
